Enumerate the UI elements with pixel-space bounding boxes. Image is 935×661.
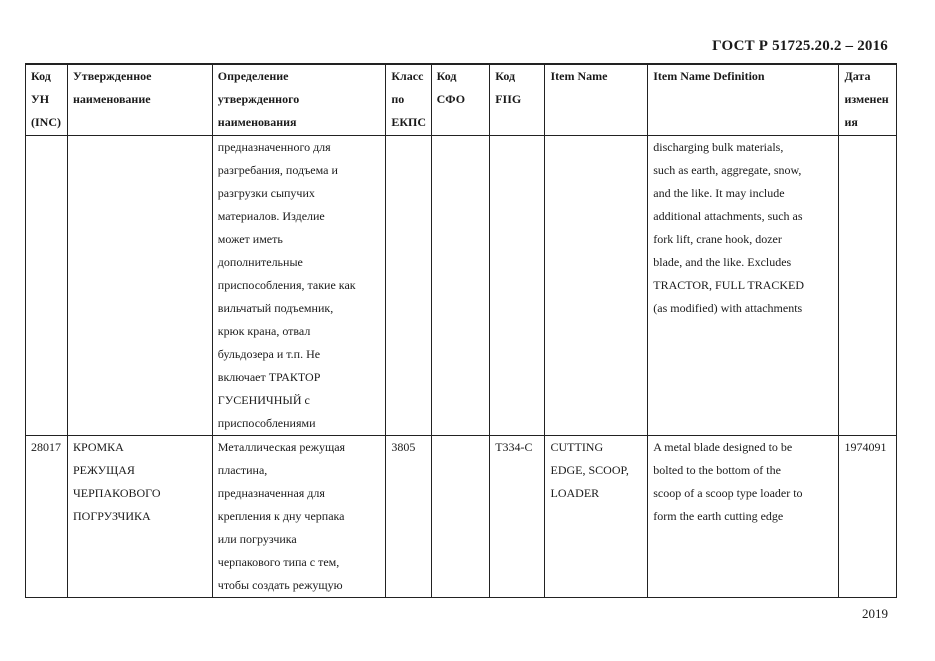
text-line: bolted to the bottom of the bbox=[653, 463, 781, 477]
document-code: ГОСТ Р 51725.20.2 – 2016 bbox=[712, 38, 888, 54]
catalog-table bbox=[25, 63, 897, 598]
text-line: (as modified) with attachments bbox=[653, 301, 803, 315]
cell-item-name bbox=[545, 436, 648, 598]
text-line: крюк крана, отвал bbox=[217, 324, 311, 338]
text-line: разгрузки сыпучих bbox=[217, 186, 315, 200]
text-line: and the like. It may include bbox=[653, 186, 785, 200]
text-line: Код bbox=[31, 69, 51, 83]
text-line: материалов. Изделие bbox=[217, 209, 325, 223]
text-line: ПОГРУЗЧИКА bbox=[73, 509, 151, 523]
table-header-row bbox=[26, 64, 897, 136]
text-line: Item Name bbox=[550, 69, 608, 83]
text-line: Item Name Definition bbox=[653, 69, 765, 83]
header-approved-name bbox=[68, 64, 213, 136]
text-line: additional attachments, such as bbox=[653, 209, 803, 223]
text-line: чтобы создать режущую bbox=[217, 578, 343, 592]
text-line: Дата bbox=[844, 69, 871, 83]
text-line: может иметь bbox=[217, 232, 283, 246]
cell-definition-ru bbox=[212, 136, 386, 436]
text-line: вильчатый подъемник, bbox=[217, 301, 334, 315]
table-row bbox=[26, 436, 897, 598]
text-line: ия bbox=[844, 115, 858, 129]
cell-sfo bbox=[431, 436, 490, 598]
text-line: бульдозера и т.п. Не bbox=[217, 347, 321, 361]
cell-item-name bbox=[545, 136, 648, 436]
text-line: приспособлениями bbox=[217, 416, 316, 430]
text-line: ЧЕРПАКОВОГО bbox=[73, 486, 161, 500]
page-number: 2019 bbox=[862, 606, 888, 621]
text-line: Код bbox=[495, 69, 516, 83]
header-sfo-code bbox=[431, 64, 490, 136]
text-line: наименование bbox=[73, 92, 151, 106]
text-line: изменен bbox=[844, 92, 889, 106]
cell-ekps: 3805 bbox=[386, 436, 431, 598]
text-line: A metal blade designed to be bbox=[653, 440, 793, 454]
header-item-name bbox=[545, 64, 648, 136]
cell-inc: 28017 bbox=[26, 436, 68, 598]
cell-sfo bbox=[431, 136, 490, 436]
cell-item-name-definition bbox=[648, 436, 839, 598]
text-line: (INC) bbox=[31, 115, 61, 129]
text-line: СФО bbox=[436, 92, 466, 106]
text-line: утвержденного bbox=[217, 92, 300, 106]
cell-definition-ru bbox=[212, 436, 386, 598]
cell-name-ru bbox=[68, 136, 213, 436]
text-line: ГУСЕНИЧНЫЙ с bbox=[217, 393, 310, 407]
text-line: LOADER bbox=[550, 486, 600, 500]
text-line: Класс bbox=[391, 69, 424, 83]
text-line: Определение bbox=[217, 69, 289, 83]
text-line: form the earth cutting edge bbox=[653, 509, 784, 523]
header-ekps-class bbox=[386, 64, 431, 136]
header-name-definition-ru bbox=[212, 64, 386, 136]
cell-name-ru bbox=[68, 436, 213, 598]
text-line: such as earth, aggregate, snow, bbox=[653, 163, 802, 177]
text-line: КРОМКА bbox=[73, 440, 124, 454]
cell-inc bbox=[26, 136, 68, 436]
text-line: Металлическая режущая bbox=[217, 440, 346, 454]
text-line: по bbox=[391, 92, 405, 106]
cell-item-name-definition bbox=[648, 136, 839, 436]
text-line: EDGE, SCOOP, bbox=[550, 463, 629, 477]
header-item-name-definition bbox=[648, 64, 839, 136]
text-line: черпакового типа с тем, bbox=[217, 555, 340, 569]
text-line: РЕЖУЩАЯ bbox=[73, 463, 135, 477]
text-line: пластина, bbox=[217, 463, 268, 477]
cell-fiig: T334-C bbox=[490, 436, 545, 598]
header-change-date bbox=[839, 64, 897, 136]
cell-ekps bbox=[386, 136, 431, 436]
text-line: крепления к дну черпака bbox=[217, 509, 345, 523]
text-line: предназначенная для bbox=[217, 486, 325, 500]
text-line: blade, and the like. Excludes bbox=[653, 255, 792, 269]
text-line: TRACTOR, FULL TRACKED bbox=[653, 278, 805, 292]
text-line: дополнительные bbox=[217, 255, 303, 269]
table-row-continued bbox=[26, 136, 897, 436]
text-line: scoop of a scoop type loader to bbox=[653, 486, 803, 500]
text-line: УН bbox=[31, 92, 50, 106]
text-line: приспособления, такие как bbox=[217, 278, 356, 292]
text-line: включает ТРАКТОР bbox=[217, 370, 321, 384]
text-line: разгребания, подъема и bbox=[217, 163, 338, 177]
text-line: Утвержденное bbox=[73, 69, 152, 83]
cell-fiig bbox=[490, 136, 545, 436]
text-line: предназначенного для bbox=[217, 140, 331, 154]
header-inc-code bbox=[26, 64, 68, 136]
text-line: Код bbox=[436, 69, 457, 83]
text-line: discharging bulk materials, bbox=[653, 140, 784, 154]
text-line: CUTTING bbox=[550, 440, 604, 454]
cell-date bbox=[839, 136, 897, 436]
text-line: FIIG bbox=[495, 92, 522, 106]
text-line: fork lift, crane hook, dozer bbox=[653, 232, 782, 246]
header-fiig-code bbox=[490, 64, 545, 136]
text-line: ЕКПС bbox=[391, 115, 427, 129]
text-line: наименования bbox=[217, 115, 297, 129]
text-line: или погрузчика bbox=[217, 532, 297, 546]
cell-date: 1974091 bbox=[839, 436, 897, 598]
